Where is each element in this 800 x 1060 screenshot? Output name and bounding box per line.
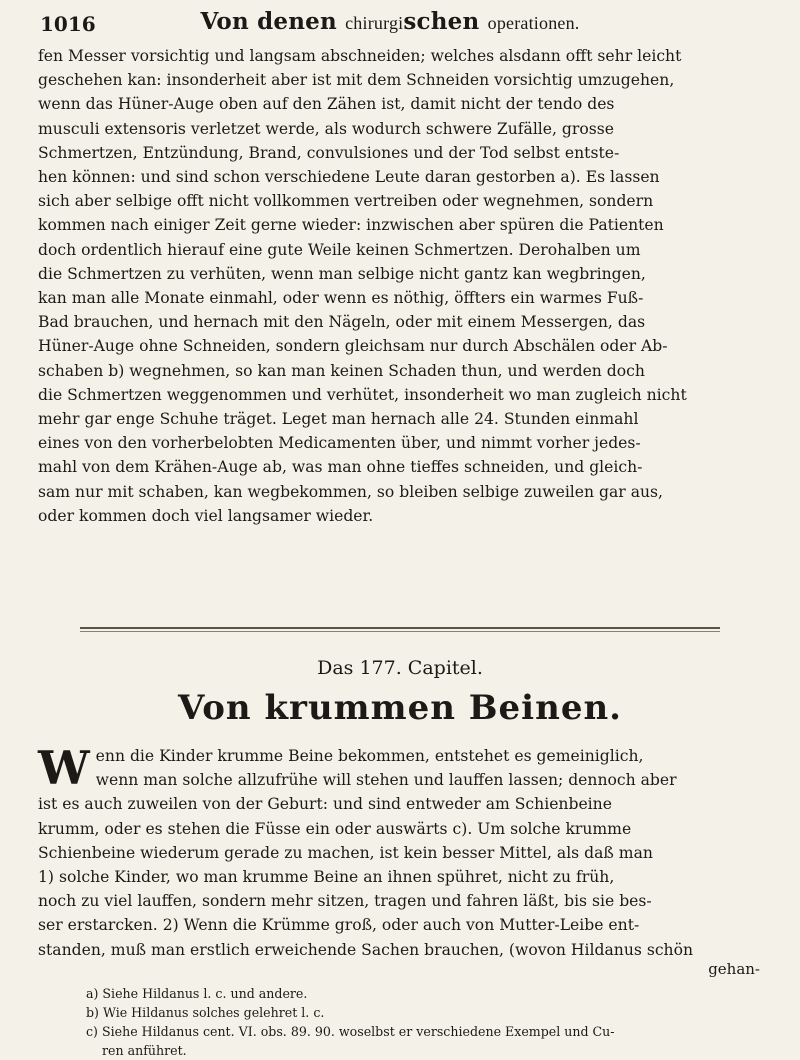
text-line: Schmertzen, Entzündung, Brand, convulsiones und der Tod selbst entste- <box>38 143 620 162</box>
text-line: eines von den vorherbelobten Medicamenten über, und nimmt vorher jedes- <box>38 434 641 453</box>
title-latin-2: operationen. <box>487 13 580 33</box>
text-line: krumm, oder es stehen die Füsse ein oder auswärts c). Um solche krumme <box>38 819 632 838</box>
text-line: schaben b) wegnehmen, so kan man keinen Schaden thun, und werden doch <box>38 361 645 380</box>
text-line: wenn das Hüner-Auge oben auf den Zähen ist, damit nicht der tendo des <box>38 95 615 114</box>
text-line: Bad brauchen, und hernach mit den Nägeln, oder mit einem Messergen, das <box>38 313 646 332</box>
paragraph-1 <box>38 44 772 528</box>
running-header <box>40 8 740 42</box>
text-line: ser erstarcken. 2) Wenn die Krümme groß, oder auch von Mutter-Leibe ent- <box>38 916 640 935</box>
text-line: kommen nach einiger Zeit gerne wieder: inzwischen aber spüren die Patienten <box>38 216 664 235</box>
text-line: musculi extensoris verletzet werde, als wodurch schwere Zufälle, grosse <box>38 119 614 138</box>
text-line: fen Messer vorsichtig und langsam abschneiden; welches alsdann offt sehr leicht <box>38 47 682 65</box>
text-line: noch zu viel lauffen, sondern mehr sitzen, tragen und fahren läßt, bis sie bes- <box>38 892 652 911</box>
chapter-heading: Das 177. Capitel. <box>317 657 483 679</box>
text-line: sich aber selbige offt nicht vollkommen vertreiben oder wegnehmen, sondern <box>38 192 654 211</box>
footnote: c) Siehe Hildanus cent. VI. obs. 89. 90. woselbst er verschiedene Exempel und Cu- <box>86 1024 615 1039</box>
footnote: b) Wie Hildanus solches gelehret l. c. <box>86 1005 325 1020</box>
title-latin: chirurgi <box>345 13 404 33</box>
drop-cap: W <box>38 741 90 795</box>
text-line: Hüner-Auge ohne Schneiden, sondern gleichsam nur durch Abschälen oder Ab- <box>38 337 668 356</box>
text-line: Schienbeine wiederum gerade zu machen, ist kein besser Mittel, als daß man <box>38 843 653 862</box>
text-line: 1) solche Kinder, wo man krumme Beine an ihnen spühret, nicht zu früh, <box>38 868 615 887</box>
text-line: mehr gar enge Schuhe träget. Leget man hernach alle 24. Stunden einmahl <box>38 410 639 429</box>
page-number: 1016 <box>40 12 96 36</box>
footnotes <box>86 984 766 1060</box>
text-line: doch ordentlich hierauf eine gute Weile keinen Schmertzen. Derohalben um <box>38 240 641 259</box>
chapter-title: Von krummen Beinen. <box>177 688 623 728</box>
text-line: oder kommen doch viel langsamer wieder. <box>38 506 374 525</box>
text-line: die Schmertzen zu verhüten, wenn man selbige nicht gantz kan wegbringen, <box>38 264 646 283</box>
text-line: sam nur mit schaben, kan wegbekommen, so bleiben selbige zuweilen gar aus, <box>38 482 664 501</box>
text-line: ist es auch zuweilen von der Geburt: und sind entweder am Schienbeine <box>38 795 612 814</box>
footnote: ren anführet. <box>102 1043 187 1058</box>
footnote: a) Siehe Hildanus l. c. und andere. <box>86 986 308 1001</box>
section-divider <box>80 627 720 632</box>
text-line: kan man alle Monate einmahl, oder wenn es nöthig, öffters ein warmes Fuß- <box>38 289 644 308</box>
text-line: die Schmertzen weggenommen und verhütet, insonderheit wo man zugleich nicht <box>38 385 687 404</box>
catchword: gehan- <box>708 960 760 978</box>
title-prefix: Von denen <box>200 8 337 35</box>
title-suffix: schen <box>403 8 480 35</box>
running-title <box>40 8 740 35</box>
text-line: mahl von dem Krähen-Auge ab, was man ohne tieffes schneiden, und gleich- <box>38 458 643 477</box>
text-line: geschehen kan: insonderheit aber ist mit dem Schneiden vorsichtig umzugehen, <box>38 71 675 90</box>
text-line: wenn man solche allzufrühe will stehen und lauffen lassen; dennoch aber <box>95 771 677 790</box>
text-line: standen, muß man erstlich erweichende Sachen brauchen, (wovon Hildanus schön <box>38 940 694 959</box>
text-line: enn die Kinder krumme Beine bekommen, entstehet es gemeiniglich, <box>95 747 644 765</box>
paragraph-2 <box>38 741 772 962</box>
text-line: hen können: und sind schon verschiedene Leute daran gestorben a). Es lassen <box>38 168 660 187</box>
